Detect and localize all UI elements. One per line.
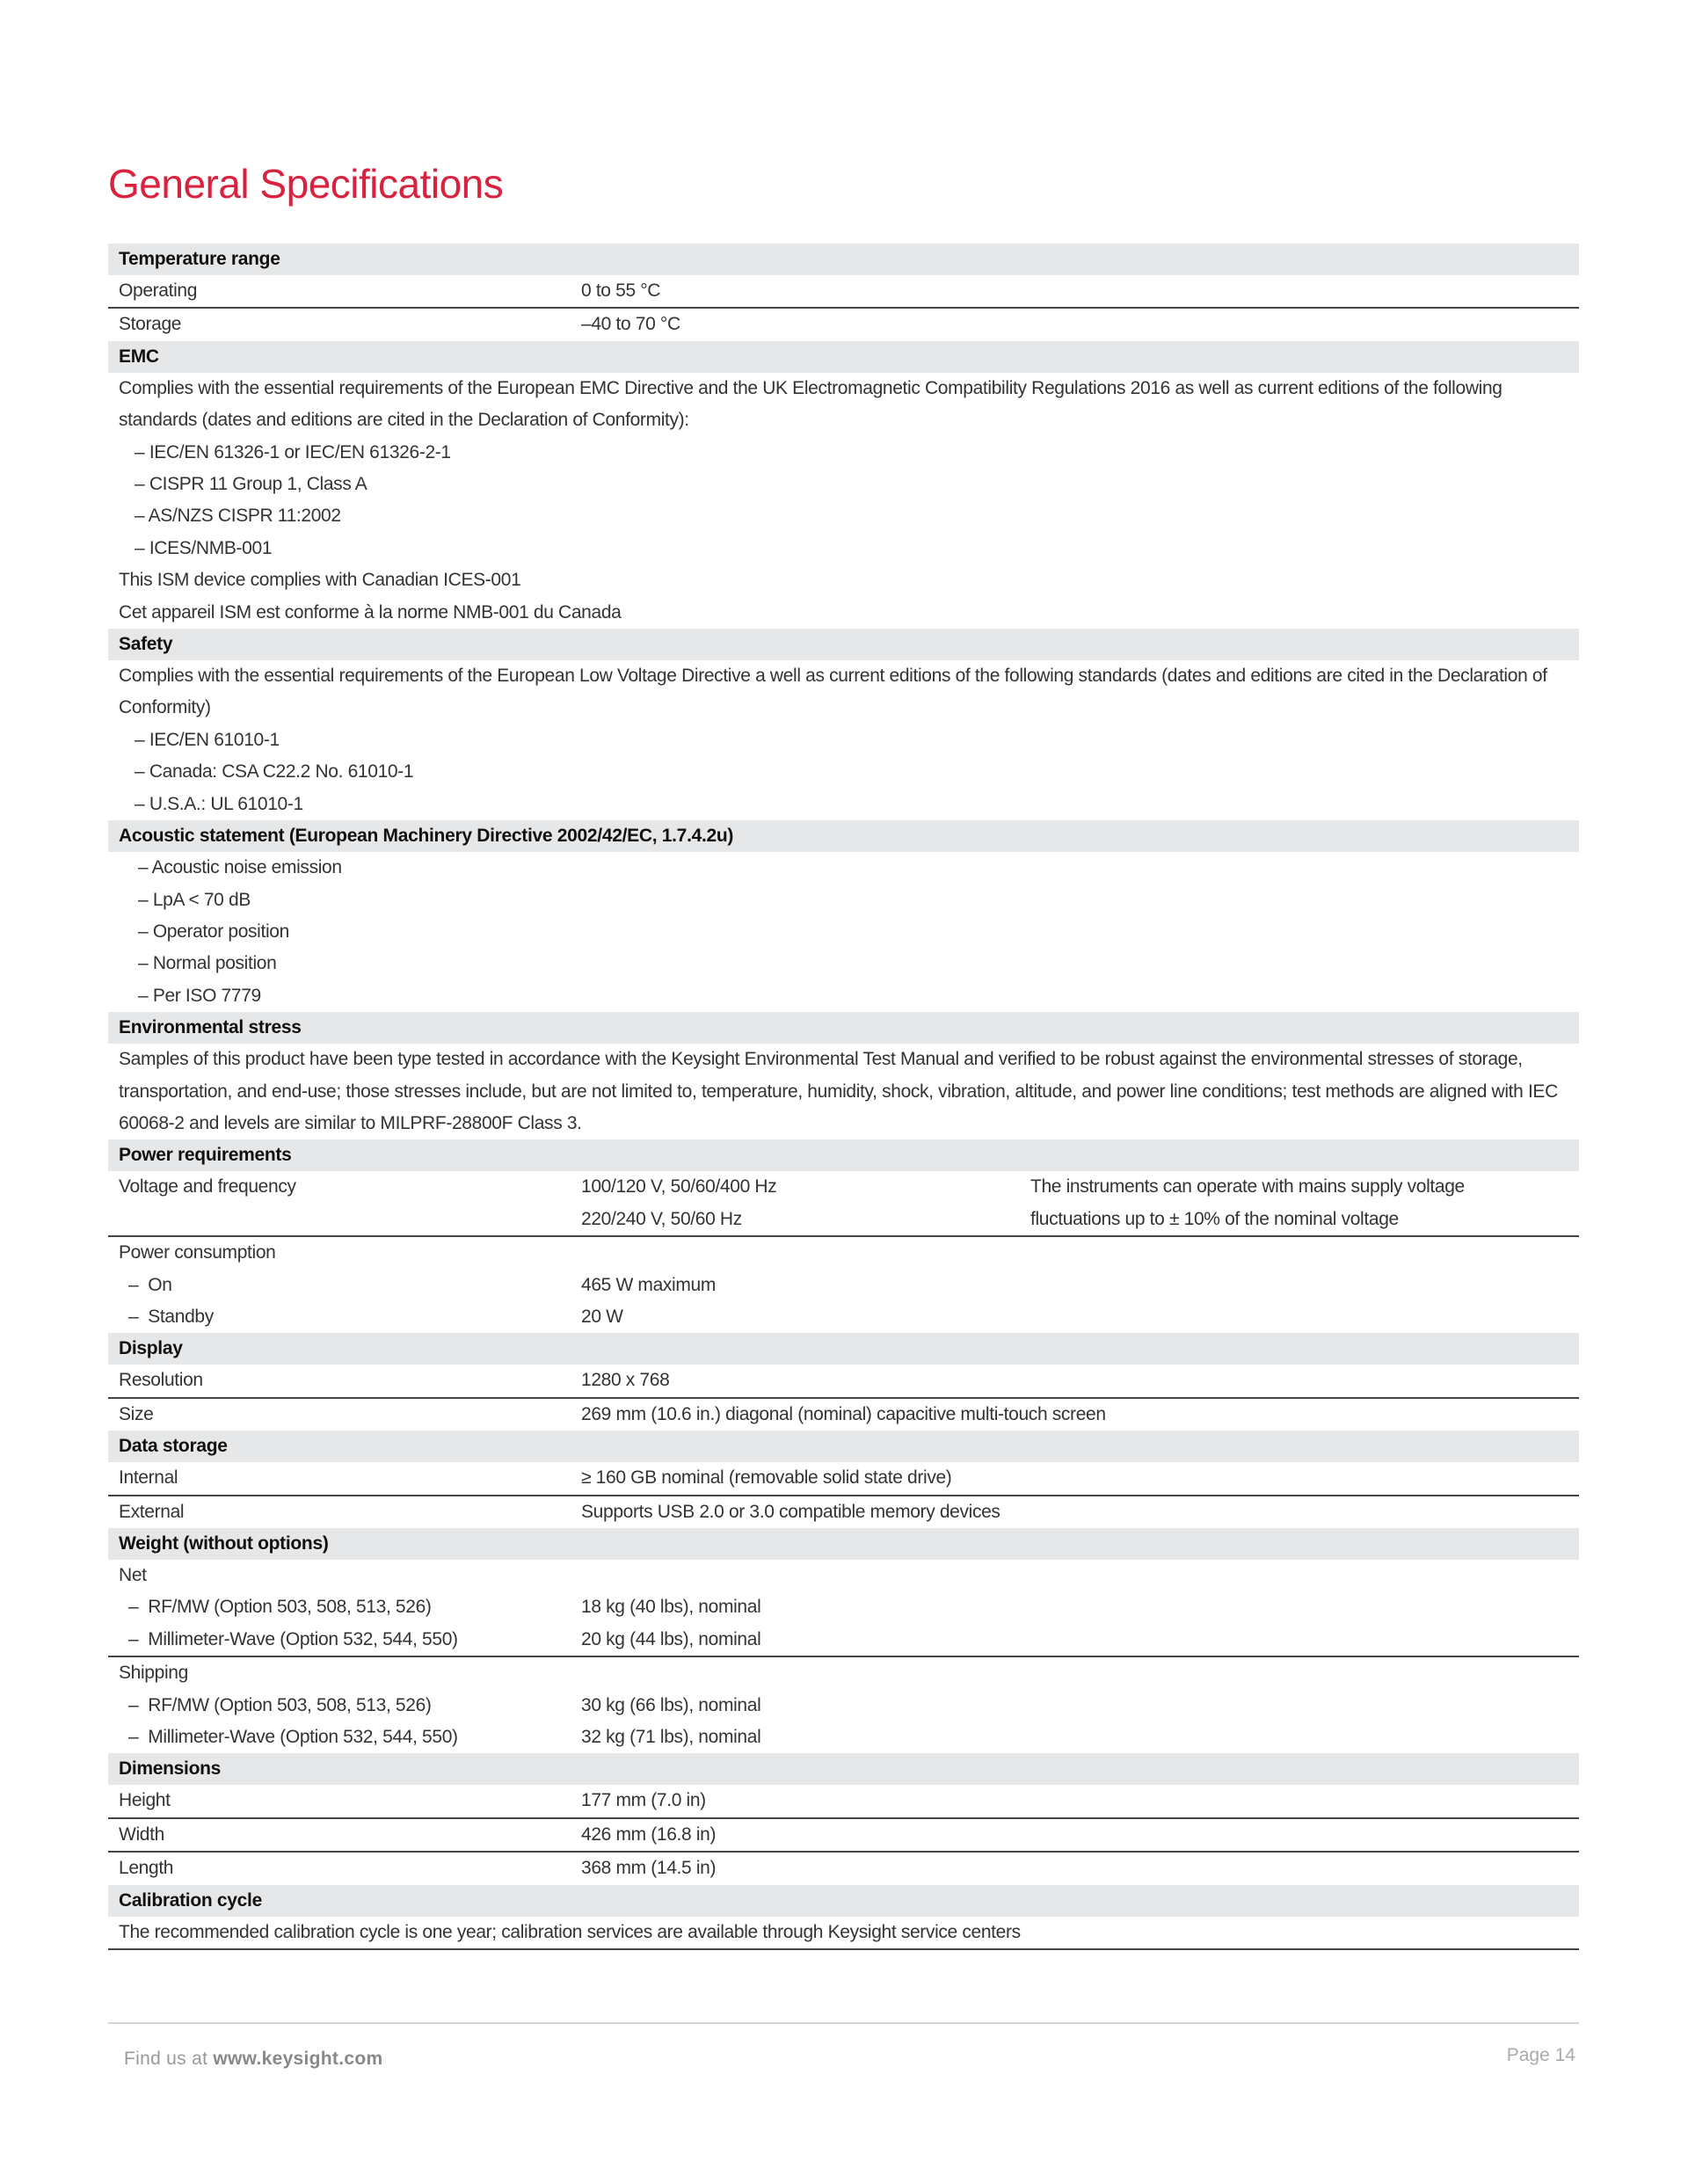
spec-value [571,1560,1020,1591]
section-header: Dimensions [108,1753,1579,1785]
spec-section [108,1528,1579,1753]
spec-row [108,1657,1579,1689]
spec-value [1020,1237,1579,1269]
spec-row [108,1785,1579,1818]
spec-value: 1280 x 768 [581,1370,670,1391]
spec-value: 32 kg (71 lbs), nominal [581,1727,761,1748]
spec-row [108,1204,1579,1237]
section-header: Data storage [108,1431,1579,1462]
spec-row [108,1301,1579,1333]
spec-value: 30 kg (66 lbs), nominal [581,1694,761,1715]
spec-value: 220/240 V, 50/60 Hz [581,1208,742,1229]
spec-row [108,1690,1579,1722]
spec-label: Internal [119,1467,178,1489]
spec-text: Complies with the essential requirements of the European Low Voltage Directive a well as current editions of the following standards (dates and editions are cited in the Declaration of Conformity) [119,666,1547,718]
footer-divider [108,2022,1579,2024]
spec-text: Cet appareil ISM est conforme à la norme NMB-001 du Canada [119,601,622,622]
spec-value [1020,1657,1579,1689]
spec-value: Supports USB 2.0 or 3.0 compatible memory devices [581,1501,1000,1522]
spec-text: – ICES/NMB-001 [135,537,273,558]
spec-row [108,309,1579,340]
spec-text: Samples of this product have been type tested in accordance with the Keysight Environmental Test Manual and verified to be robust against the environmental stresses of storage, transportation, and end-use; those stresses include, but are not limited to, temperature, humidity, shock, vibration, altitude, and power line conditions; test methods are aligned with IEC 60068-2 and levels are similar to MILPRF-28800F Class 3. [119,1049,1558,1133]
section-header: Power requirements [108,1139,1579,1171]
spec-row [108,1819,1579,1853]
spec-label: – Standby [119,1306,214,1327]
spec-section [108,1753,1579,1884]
spec-value: 426 mm (16.8 in) [581,1824,717,1845]
spec-text: The recommended calibration cycle is one year; calibration services are available through Keysight service centers [108,1917,1579,1950]
spec-value [571,1237,1020,1269]
spec-value [1020,1270,1579,1301]
spec-text: – Per ISO 7779 [138,985,261,1006]
spec-value: 269 mm (10.6 in.) diagonal (nominal) capacitive multi-touch screen [581,1403,1106,1424]
page-number: Page 14 [1506,2045,1575,2065]
spec-section [108,1139,1579,1333]
section-header: Calibration cycle [108,1885,1579,1917]
spec-value [1020,1365,1579,1396]
section-header: Display [108,1333,1579,1365]
spec-row [108,1560,1579,1591]
spec-text: – CISPR 11 Group 1, Class A [135,474,367,495]
spec-label: Power consumption [119,1242,276,1263]
spec-value: 18 kg (40 lbs), nominal [581,1597,761,1618]
spec-text: – IEC/EN 61326-1 or IEC/EN 61326-2-1 [135,441,451,462]
spec-value: 368 mm (14.5 in) [581,1858,717,1879]
spec-label: Storage [119,314,182,335]
spec-row [108,1624,1579,1657]
spec-value: –40 to 70 °C [581,314,680,335]
spec-section [108,1431,1579,1528]
spec-row [108,1462,1579,1496]
spec-value: 177 mm (7.0 in) [581,1790,706,1811]
spec-label: External [119,1501,185,1522]
spec-value [1020,1853,1579,1884]
spec-value [1020,1591,1579,1623]
footer-find-us [124,2049,382,2070]
spec-label: Resolution [119,1370,203,1391]
spec-value [1020,1690,1579,1722]
spec-value: ≥ 160 GB nominal (removable solid state drive) [581,1467,952,1489]
spec-section [108,1012,1579,1139]
website-link[interactable]: www.keysight.com [213,2049,383,2069]
section-header: Temperature range [108,244,1579,275]
spec-label: – Millimeter-Wave (Option 532, 544, 550) [119,1727,458,1748]
spec-section [108,341,1579,629]
spec-value [1020,1819,1579,1851]
spec-row [108,1853,1579,1884]
spec-value [1020,1462,1579,1494]
spec-text: – U.S.A.: UL 61010-1 [135,793,303,814]
spec-row [108,1365,1579,1398]
spec-section [108,629,1579,820]
spec-label: – RF/MW (Option 503, 508, 513, 526) [119,1597,432,1618]
spec-label: – RF/MW (Option 503, 508, 513, 526) [119,1694,432,1715]
spec-label: Size [119,1403,154,1424]
spec-label: Operating [119,280,198,301]
spec-label: – Millimeter-Wave (Option 532, 544, 550) [119,1628,458,1649]
spec-row [108,1591,1579,1623]
spec-section [108,244,1579,341]
spec-value [1020,1399,1579,1431]
section-header: Environmental stress [108,1012,1579,1044]
spec-row [108,1496,1579,1528]
spec-value: 20 W [581,1306,623,1327]
spec-value [1020,1301,1579,1333]
spec-value: 20 kg (44 lbs), nominal [581,1628,761,1649]
spec-value [571,1657,1020,1689]
spec-row [108,1270,1579,1301]
spec-section [108,1333,1579,1431]
spec-value [1020,1560,1579,1591]
spec-row [108,1399,1579,1431]
spec-label: – On [119,1274,172,1295]
section-header: Acoustic statement (European Machinery Directive 2002/42/EC, 1.7.4.2u) [108,820,1579,852]
spec-label [108,1204,571,1235]
spec-text: – AS/NZS CISPR 11:2002 [135,506,341,527]
section-header: Weight (without options) [108,1528,1579,1560]
spec-text: – LpA < 70 dB [138,889,251,910]
spec-label: Shipping [119,1663,188,1684]
footer-prefix: Find us at [124,2049,214,2069]
page-title: General Specifications [108,161,504,207]
section-header: EMC [108,341,1579,373]
spec-value [1020,1496,1579,1528]
spec-text: – IEC/EN 61010-1 [135,729,280,750]
spec-value: The instruments can operate with mains supply voltage [1030,1176,1465,1198]
spec-row [108,1237,1579,1269]
spec-row [108,1171,1579,1203]
spec-value [1020,275,1579,307]
spec-row [108,1722,1579,1753]
spec-section [108,1885,1579,1950]
spec-value: fluctuations up to ± 10% of the nominal voltage [1030,1208,1399,1229]
spec-value: 100/120 V, 50/60/400 Hz [581,1176,777,1198]
spec-text: – Normal position [138,953,277,974]
spec-value [1020,1785,1579,1816]
spec-section [108,820,1579,1012]
spec-value [1020,1624,1579,1656]
spec-label: Width [119,1824,164,1845]
specifications-table [108,244,1579,1950]
spec-text: – Acoustic noise emission [138,857,342,878]
spec-value: 0 to 55 °C [581,280,661,301]
spec-text: – Canada: CSA C22.2 No. 61010-1 [135,761,414,783]
spec-text: This ISM device complies with Canadian ICES-001 [119,570,521,591]
spec-text: – Operator position [138,921,289,942]
spec-text: Complies with the essential requirements of the European EMC Directive and the UK Electromagnetic Compatibility Regulations 2016 as well as current editions of the following standards (dates and editions are cited in the Declaration of Conformity): [119,377,1502,431]
spec-label: Net [119,1565,147,1585]
spec-label: Height [119,1790,171,1811]
spec-value [1020,1722,1579,1753]
spec-value: 465 W maximum [581,1274,716,1295]
spec-label: Voltage and frequency [119,1176,296,1198]
spec-row [108,275,1579,309]
spec-label: Length [119,1858,174,1879]
section-header: Safety [108,629,1579,660]
spec-value [1020,309,1579,340]
